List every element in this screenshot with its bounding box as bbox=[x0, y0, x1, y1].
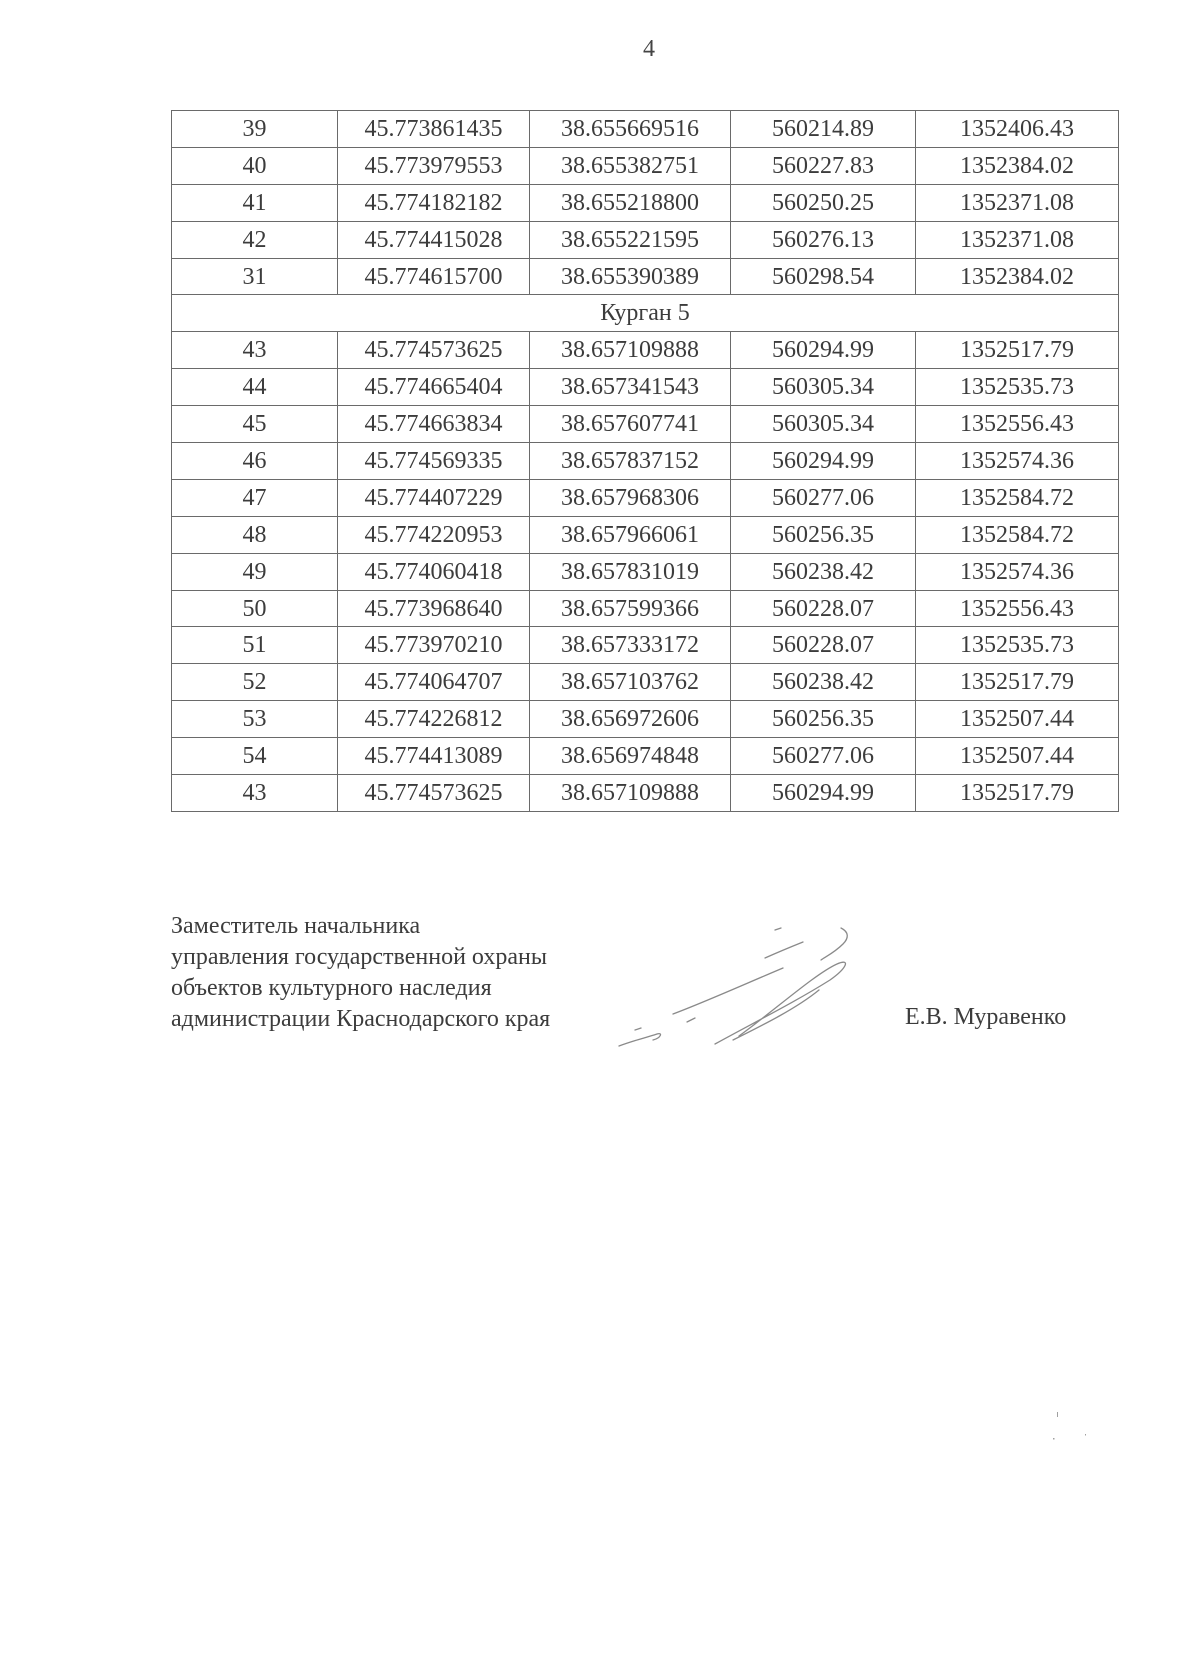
table-cell: 45.773968640 bbox=[338, 590, 530, 627]
coordinates-table-body bbox=[172, 111, 1119, 812]
signature-title-line: объектов культурного наследия bbox=[171, 975, 492, 1001]
table-row bbox=[172, 479, 1119, 516]
table-cell: 45.774182182 bbox=[338, 184, 530, 221]
signature-title-line: Заместитель начальника bbox=[171, 913, 421, 939]
table-cell: 1352535.73 bbox=[916, 627, 1119, 664]
table-cell: 38.655669516 bbox=[530, 111, 731, 148]
table-cell: 560227.83 bbox=[731, 147, 916, 184]
table-cell: 560277.06 bbox=[731, 479, 916, 516]
table-cell: 45.774573625 bbox=[338, 775, 530, 812]
table-row bbox=[172, 664, 1119, 701]
table-row bbox=[172, 443, 1119, 480]
table-cell: 39 bbox=[172, 111, 338, 148]
page-number: 4 bbox=[643, 36, 655, 62]
table-cell: 1352556.43 bbox=[916, 590, 1119, 627]
table-cell: 560298.54 bbox=[731, 258, 916, 295]
table-row bbox=[172, 221, 1119, 258]
table-cell: 560238.42 bbox=[731, 553, 916, 590]
table-cell: 1352535.73 bbox=[916, 369, 1119, 406]
table-cell: 38.657341543 bbox=[530, 369, 731, 406]
table-cell: 45.774413089 bbox=[338, 738, 530, 775]
section-row bbox=[172, 295, 1119, 332]
table-cell: 560294.99 bbox=[731, 332, 916, 369]
table-cell: 45.773970210 bbox=[338, 627, 530, 664]
table-cell: 52 bbox=[172, 664, 338, 701]
table-cell: 38.655218800 bbox=[530, 184, 731, 221]
table-cell: 48 bbox=[172, 516, 338, 553]
table-row bbox=[172, 332, 1119, 369]
table-cell: 45.774220953 bbox=[338, 516, 530, 553]
table-cell: 54 bbox=[172, 738, 338, 775]
table-cell: 38.656972606 bbox=[530, 701, 731, 738]
table-cell: 38.657333172 bbox=[530, 627, 731, 664]
table-cell: 38.657109888 bbox=[530, 332, 731, 369]
table-cell: 1352574.36 bbox=[916, 443, 1119, 480]
table-cell: 38.657966061 bbox=[530, 516, 731, 553]
table-cell: 1352584.72 bbox=[916, 516, 1119, 553]
table-cell: 45.774060418 bbox=[338, 553, 530, 590]
table-cell: 38.657109888 bbox=[530, 775, 731, 812]
table-cell: 53 bbox=[172, 701, 338, 738]
table-row bbox=[172, 553, 1119, 590]
table-cell: 45.774064707 bbox=[338, 664, 530, 701]
table-cell: 560305.34 bbox=[731, 369, 916, 406]
table-cell: 41 bbox=[172, 184, 338, 221]
signature-title bbox=[171, 911, 550, 1035]
table-cell: 40 bbox=[172, 147, 338, 184]
table-cell: 560256.35 bbox=[731, 516, 916, 553]
table-cell: 1352556.43 bbox=[916, 406, 1119, 443]
signer-name: Е.В. Муравенко bbox=[905, 1004, 1067, 1030]
table-cell: 1352507.44 bbox=[916, 738, 1119, 775]
table-cell: 45.774407229 bbox=[338, 479, 530, 516]
table-cell: 38.657831019 bbox=[530, 553, 731, 590]
table-cell: 560294.99 bbox=[731, 775, 916, 812]
table-cell: 560276.13 bbox=[731, 221, 916, 258]
section-title: Курган 5 bbox=[172, 295, 1119, 332]
table-cell: 38.657103762 bbox=[530, 664, 731, 701]
table-row bbox=[172, 258, 1119, 295]
table-row bbox=[172, 516, 1119, 553]
table-cell: 1352371.08 bbox=[916, 221, 1119, 258]
coordinates-table bbox=[171, 110, 1119, 812]
table-cell: 45.774415028 bbox=[338, 221, 530, 258]
table-cell: 560238.42 bbox=[731, 664, 916, 701]
scan-specks bbox=[1045, 1410, 1095, 1450]
table-cell: 560294.99 bbox=[731, 443, 916, 480]
table-cell: 47 bbox=[172, 479, 338, 516]
table-row bbox=[172, 775, 1119, 812]
table-cell: 45.774573625 bbox=[338, 332, 530, 369]
table-row bbox=[172, 369, 1119, 406]
table-row bbox=[172, 701, 1119, 738]
table-cell: 1352584.72 bbox=[916, 479, 1119, 516]
table-cell: 44 bbox=[172, 369, 338, 406]
table-row bbox=[172, 147, 1119, 184]
signature-title-line: управления государственной охраны bbox=[171, 944, 547, 970]
table-cell: 1352406.43 bbox=[916, 111, 1119, 148]
table-cell: 46 bbox=[172, 443, 338, 480]
table-cell: 45.773979553 bbox=[338, 147, 530, 184]
table-cell: 560228.07 bbox=[731, 590, 916, 627]
handwritten-signature bbox=[615, 918, 890, 1058]
table-cell: 38.656974848 bbox=[530, 738, 731, 775]
table-cell: 43 bbox=[172, 775, 338, 812]
table-row bbox=[172, 590, 1119, 627]
table-cell: 38.657968306 bbox=[530, 479, 731, 516]
table-row bbox=[172, 738, 1119, 775]
table-cell: 1352507.44 bbox=[916, 701, 1119, 738]
table-cell: 38.657837152 bbox=[530, 443, 731, 480]
table-cell: 38.655221595 bbox=[530, 221, 731, 258]
table-cell: 45.774569335 bbox=[338, 443, 530, 480]
table-cell: 1352517.79 bbox=[916, 332, 1119, 369]
table-cell: 43 bbox=[172, 332, 338, 369]
signature-title-line: администрации Краснодарского края bbox=[171, 1006, 551, 1032]
table-cell: 45.774226812 bbox=[338, 701, 530, 738]
table-cell: 560250.25 bbox=[731, 184, 916, 221]
table-cell: 45.774663834 bbox=[338, 406, 530, 443]
table-cell: 45.774665404 bbox=[338, 369, 530, 406]
table-cell: 560256.35 bbox=[731, 701, 916, 738]
table-cell: 1352384.02 bbox=[916, 258, 1119, 295]
table-cell: 560228.07 bbox=[731, 627, 916, 664]
table-cell: 560214.89 bbox=[731, 111, 916, 148]
table-cell: 49 bbox=[172, 553, 338, 590]
table-cell: 50 bbox=[172, 590, 338, 627]
table-cell: 38.657607741 bbox=[530, 406, 731, 443]
table-cell: 560305.34 bbox=[731, 406, 916, 443]
table-row bbox=[172, 406, 1119, 443]
table-cell: 45.773861435 bbox=[338, 111, 530, 148]
table-row bbox=[172, 627, 1119, 664]
table-cell: 42 bbox=[172, 221, 338, 258]
table-cell: 1352517.79 bbox=[916, 775, 1119, 812]
table-cell: 1352371.08 bbox=[916, 184, 1119, 221]
table-row bbox=[172, 111, 1119, 148]
table-cell: 38.657599366 bbox=[530, 590, 731, 627]
table-cell: 38.655382751 bbox=[530, 147, 731, 184]
table-cell: 31 bbox=[172, 258, 338, 295]
table-cell: 1352517.79 bbox=[916, 664, 1119, 701]
table-cell: 45 bbox=[172, 406, 338, 443]
table-cell: 45.774615700 bbox=[338, 258, 530, 295]
table-cell: 560277.06 bbox=[731, 738, 916, 775]
table-cell: 1352574.36 bbox=[916, 553, 1119, 590]
table-row bbox=[172, 184, 1119, 221]
table-cell: 51 bbox=[172, 627, 338, 664]
table-cell: 1352384.02 bbox=[916, 147, 1119, 184]
table-cell: 38.655390389 bbox=[530, 258, 731, 295]
